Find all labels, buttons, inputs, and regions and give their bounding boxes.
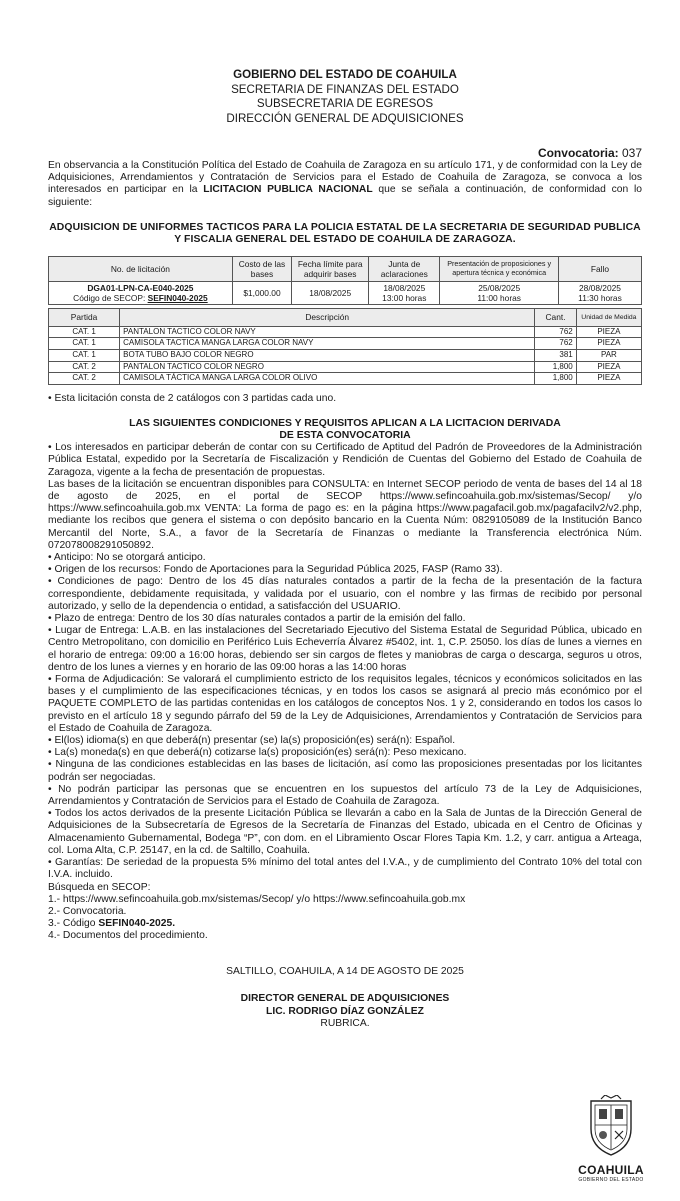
cell-unidad: PIEZA <box>576 373 641 385</box>
secop-code-label: Código de SECOP: <box>73 292 148 303</box>
intro-paragraph <box>48 160 642 209</box>
col-presentacion: Presentación de proposiciones y apertura técnica y económica <box>440 256 559 281</box>
col-unidad: Unidad de Medida <box>576 308 641 326</box>
cell-descripcion: PANTALON TACTICO COLOR NEGRO <box>120 361 535 373</box>
secop-code: SEFIN040-2025 <box>147 292 208 303</box>
coat-of-arms-icon <box>583 1095 639 1157</box>
secop-item-3-label: 3.- Código <box>48 918 99 930</box>
cell-unidad: PIEZA <box>576 338 641 350</box>
condition-paragraph: • No podrán participar las personas que se encuentren en los supuestos del artículo 73 de la Ley de Adquisiciones, Arrendamientos y Contratación de Servicios para el Estado de Coahuila de Zaragoza. <box>48 783 642 808</box>
condition-paragraph: • La(s) moneda(s) en que deberá(n) cotizarse la(s) proposición(es) será(n): Peso mexicano. <box>48 747 467 759</box>
logo-name: COAHUILA <box>578 1163 644 1177</box>
cell-cant: 762 <box>535 338 577 350</box>
fallo-date: 28/08/2025 <box>579 282 621 293</box>
document-page <box>48 0 642 1031</box>
table-header-row <box>49 308 642 326</box>
col-junta: Junta de aclaraciones <box>369 256 440 281</box>
table-row <box>49 361 642 373</box>
condition-paragraph: • Anticipo: No se otorgará anticipo. <box>48 552 206 564</box>
header-secretariat: SECRETARIA DE FINANZAS DEL ESTADO <box>231 82 459 96</box>
cell-partida: CAT. 1 <box>49 326 120 338</box>
condition-paragraph: • Garantías: De seriedad de la propuesta 5% mínimo del total antes del I.V.A., y de cumplimiento del Contrato 10% del total con I.V.A. incluido. <box>48 857 642 881</box>
condition-paragraph: • Todos los actos derivados de la presente Licitación Pública se llevarán a cabo en la Sala de Juntas de la Dirección General de Adquisiciones de la Subsecretaría de Egresos de la Secretaría de Finanzas del Estado, ubicada en el Centro de Oficinas y Almacenamiento Gubernamental, Bodega “P”, con dom. en el Libramiento Oscar Flores Tapia Km. 1.2, y carr. antigua a Arteaga, col. Loma Alta, C.P. 25147, en la cd. de Saltillo, Coahuila. <box>48 808 642 856</box>
cell-num <box>49 281 233 304</box>
cell-fallo <box>558 281 641 304</box>
conditions-title-line1: LAS SIGUIENTES CONDICIONES Y REQUISITOS APLICAN A LA LICITACION DERIVADA <box>129 417 561 429</box>
conditions-list <box>48 442 642 881</box>
secop-item-4: 4.- Documentos del procedimiento. <box>48 930 208 942</box>
condition-paragraph: • Condiciones de pago: Dentro de los 45 días naturales contados a partir de la fecha de la presentación de la factura correspondiente, debidamente requisitada, y validada por el usuario, con el nombre y las firmas de recibido por personal autorizado, y sello de la dependencia o entidad, a satisfacción del USUARIO. <box>48 576 642 612</box>
col-fallo: Fallo <box>558 256 641 281</box>
place-date: SALTILLO, COAHUILA, A 14 DE AGOSTO DE 2025 <box>226 965 464 977</box>
table-row <box>49 338 642 350</box>
cell-cant: 1,800 <box>535 361 577 373</box>
table-header-row <box>49 256 642 281</box>
cell-presentacion <box>440 281 559 304</box>
items-body <box>49 326 642 384</box>
cell-unidad: PIEZA <box>576 361 641 373</box>
cell-descripcion: PANTALON TACTICO COLOR NAVY <box>120 326 535 338</box>
header-government: GOBIERNO DEL ESTADO DE COAHUILA <box>233 68 457 81</box>
intro-text-end: que se señala a continuación, de conformidad con lo siguiente: <box>48 184 642 208</box>
tender-number: DGA01-LPN-CA-E040-2025 <box>87 282 194 293</box>
rubrica: RUBRICA. <box>320 1018 370 1030</box>
document-header <box>48 68 642 126</box>
cell-descripcion: CAMISOLA TÁCTICA MANGA LARGA COLOR OLIVO <box>120 373 535 385</box>
pres-time: 11:00 horas <box>477 292 521 303</box>
col-fecha: Fecha límite para adquirir bases <box>292 256 369 281</box>
cell-descripcion: BOTA TUBO BAJO COLOR NEGRO <box>120 350 535 362</box>
table-row <box>49 281 642 304</box>
table-row <box>49 326 642 338</box>
junta-time: 13:00 horas <box>382 292 427 303</box>
header-subsecretariat: SUBSECRETARIA DE EGRESOS <box>256 97 434 110</box>
intro-text: En observancia a la Constitución Política del Estado de Coahuila de Zaragoza en su artículo 171, y de conformidad con la Ley de Adquisiciones, Arrendamientos y Contratación de Servicios para el Estado de Coahuila de Zaragoza, se convoca a los interesados en participar en la <box>48 160 642 196</box>
conditions-title <box>48 418 642 442</box>
junta-date: 18/08/2025 <box>383 282 426 293</box>
header-directorate: DIRECCIÓN GENERAL DE ADQUISICIONES <box>226 111 464 125</box>
pres-date: 25/08/2025 <box>478 282 521 293</box>
secop-item-2: 2.- Convocatoria. <box>48 905 127 917</box>
secop-item-3 <box>48 918 642 930</box>
cell-junta <box>369 281 440 304</box>
cell-costo: $1,000.00 <box>232 281 291 304</box>
cell-cant: 1,800 <box>535 373 577 385</box>
col-num: No. de licitación <box>49 256 233 281</box>
cell-descripcion: CAMISOLA TACTICA MANGA LARGA COLOR NAVY <box>120 338 535 350</box>
convocatoria-label: Convocatoria: <box>537 146 619 160</box>
cell-partida: CAT. 2 <box>49 361 120 373</box>
table-row <box>49 373 642 385</box>
tender-info-table <box>48 256 642 305</box>
col-costo: Costo de las bases <box>232 256 291 281</box>
cell-partida: CAT. 2 <box>49 373 120 385</box>
col-cant: Cant. <box>535 308 577 326</box>
secop-code-line <box>51 293 230 303</box>
condition-paragraph: • Lugar de Entrega: L.A.B. en las instalaciones del Secretariado Ejecutivo del Sistema Estatal de Seguridad Pública, ubicado en Centro Metropolitano, con domicilio en Periférico Luis Echeverría Álvarez #5402, int. 1, C.P. 25050. los días de lunes a viernes en el horario de entrega: 09:00 a 16:00 horas, debiendo ser sin cargos de fletes y maniobras de carga o descarga, seguros u otros, dentro de los lunes a viernes y en horario de las 09:00 horas a las 14:00 horas <box>48 625 642 673</box>
coahuila-logo <box>571 1095 651 1183</box>
tender-title: ADQUISICION DE UNIFORMES TACTICOS PARA LA POLICIA ESTATAL DE LA SECRETARIA DE SEGURIDAD PUBLICA Y FISCALIA GENERAL DEL ESTADO DE COAHUILA DE ZARAGOZA. <box>49 221 641 246</box>
cell-unidad: PAR <box>576 350 641 362</box>
conditions-title-line2: DE ESTA CONVOCATORIA <box>279 429 411 441</box>
condition-paragraph: • El(los) idioma(s) en que deberá(n) presentar (se) la(s) proposición(es) será(n): Español. <box>48 735 456 747</box>
convocatoria-value: 037 <box>621 146 642 160</box>
condition-paragraph: Las bases de la licitación se encuentran disponibles para CONSULTA: en Internet SECOP periodo de venta de bases del 14 al 18 de agosto de 2025, en el portal de SECOP https://www.sefincoahuila.gob.mx/sistemas/Secop/ y/o https://www.sefincoahuila.gob.mx VENTA: La forma de pago es: en la página https://www.pagafacil.gob.mx/pagafacilv2/v2.php, mediante los recibos que genera el sistema o con depósito bancario en la Cuenta Núm: 0829105089 de la Institución Banco Mercantil del Norte, S.A., a favor de la Secretaría de Finanzas o mediante la Transferencia electrónica Núm. 072078008291050892. <box>48 478 642 551</box>
condition-paragraph: • Plazo de entrega: Dentro de los 30 días naturales contados a partir de la emisión del fallo. <box>48 613 466 625</box>
signer-role: DIRECTOR GENERAL DE ADQUISICIONES <box>240 993 450 1005</box>
condition-paragraph: • Ninguna de las condiciones establecidas en las bases de licitación, así como las proposiciones presentadas por los licitantes podrán ser negociadas. <box>48 759 642 783</box>
table-row <box>49 350 642 362</box>
col-descripcion: Descripción <box>120 308 535 326</box>
secop-item-3-code: SEFIN040-2025. <box>98 918 176 930</box>
cell-fecha: 18/08/2025 <box>292 281 369 304</box>
secop-item-1: 1.- https://www.sefincoahuila.gob.mx/sistemas/Secop/ y/o https://www.sefincoahuila.gob.mx <box>48 893 466 905</box>
logo-subtitle: GOBIERNO DEL ESTADO <box>578 1177 644 1183</box>
cell-unidad: PIEZA <box>576 326 641 338</box>
fallo-time: 11:30 horas <box>578 292 622 303</box>
secop-search <box>48 882 642 943</box>
items-table <box>48 308 642 385</box>
intro-bold: LICITACION PUBLICA NACIONAL <box>203 184 373 196</box>
cell-cant: 762 <box>535 326 577 338</box>
catalog-note: • Esta licitación consta de 2 catálogos con 3 partidas cada uno. <box>48 392 337 404</box>
condition-paragraph: • Los interesados en participar deberán de contar con su Certificado de Aptitud del Padrón de Proveedores de la Administración Pública Estatal, expedido por la Secretaría de Fiscalización y Rendición de Cuentas del Gobierno del Estado de Coahuila de Zaragoza, vigente a la fecha de presentación de propuestas. <box>48 442 642 478</box>
cell-partida: CAT. 1 <box>49 350 120 362</box>
signer-name: LIC. RODRIGO DÍAZ GONZÁLEZ <box>266 1005 424 1017</box>
secop-heading: Búsqueda en SECOP: <box>48 881 151 893</box>
cell-partida: CAT. 1 <box>49 338 120 350</box>
cell-cant: 381 <box>535 350 577 362</box>
convocatoria-number <box>48 146 642 160</box>
condition-paragraph: • Forma de Adjudicación: Se valorará el cumplimiento estricto de los requisitos legales, técnicos y económicos solicitados en las bases y el cumplimiento de las especificaciones técnicas, y en todos los casos se asignará al precio más económico por el PAQUETE COMPLETO de las partidas contenidas en los catálogos de conceptos Nos. 1 y 2, considerando en todos los casos lo previsto en el artículo 18 y segundo párrafo del 59 de la Ley de Adquisiciones, Arrendamientos y Contratación de Servicios para el Estado de Coahuila de Zaragoza. <box>48 674 642 734</box>
condition-paragraph: • Origen de los recursos: Fondo de Aportaciones para la Seguridad Pública 2025, FASP (Ramo 33). <box>48 564 503 576</box>
signature-block <box>48 993 642 1031</box>
col-partida: Partida <box>49 308 120 326</box>
